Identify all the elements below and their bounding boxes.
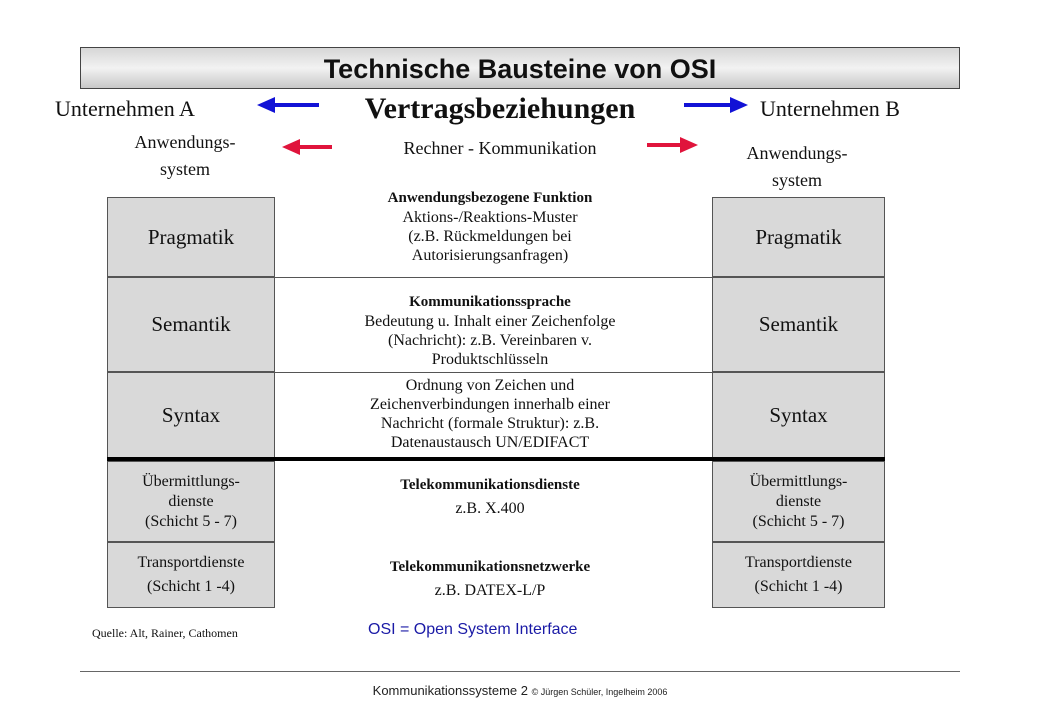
telecom-networks-description: Telekommunikationsnetzwerke z.B. DATEX-L/P xyxy=(389,559,591,599)
osi-definition: OSI = Open System Interface xyxy=(368,621,578,638)
red-left-arrow-icon xyxy=(280,138,335,156)
contract-label: Vertragsbeziehungen xyxy=(364,92,636,125)
blue-right-arrow-icon xyxy=(680,96,750,114)
syntax-description: Ordnung von Zeichen und Zeichenverbindungen innerhalb einer Nachricht (formale Struktur): z.B. Datenaustausch UN/EDIFACT xyxy=(370,377,610,451)
left-layer-uebermittlung: Übermittlungs- dienste (Schicht 5 - 7) xyxy=(107,461,275,542)
red-right-arrow-icon xyxy=(645,136,700,154)
right-application-system: Anwendungs- system xyxy=(746,143,848,190)
separator-line xyxy=(107,277,885,278)
pragmatik-description: Anwendungsbezogene Funktion Aktions-/Reaktions-Muster (z.B. Rückmeldungen bei Autorisierungsanfragen) xyxy=(387,190,593,264)
right-party-label: Unternehmen B xyxy=(760,96,900,121)
left-layer-transport: Transportdienste (Schicht 1 -4) xyxy=(107,542,275,608)
left-application-system: Anwendungs- system xyxy=(134,132,236,179)
left-layer-syntax: Syntax xyxy=(107,372,275,459)
right-layer-pragmatik: Pragmatik xyxy=(712,197,885,277)
left-party-label: Unternehmen A xyxy=(55,96,195,121)
semantik-description: Kommunikationssprache Bedeutung u. Inhalt einer Zeichenfolge (Nachricht): z.B. Vereinbaren v. Produktschlüsseln xyxy=(364,294,616,368)
right-layer-syntax: Syntax xyxy=(712,372,885,459)
right-layer-semantik: Semantik xyxy=(712,277,885,372)
left-layer-pragmatik: Pragmatik xyxy=(107,197,275,277)
source-note: Quelle: Alt, Rainer, Cathomen xyxy=(92,626,238,640)
separator-line xyxy=(107,372,885,373)
protocol-boundary-line xyxy=(107,457,885,461)
blue-left-arrow-icon xyxy=(255,96,325,114)
telecom-services-description: Telekommunikationsdienste z.B. X.400 xyxy=(400,477,580,517)
computer-communication-label: Rechner - Kommunikation xyxy=(403,138,597,158)
right-layer-transport: Transportdienste (Schicht 1 -4) xyxy=(712,542,885,608)
footer-divider xyxy=(80,671,960,672)
slide-title: Technische Bausteine von OSI xyxy=(80,47,960,89)
left-layer-semantik: Semantik xyxy=(107,277,275,372)
right-layer-uebermittlung: Übermittlungs- dienste (Schicht 5 - 7) xyxy=(712,461,885,542)
footer: Kommunikationssysteme 2 © Jürgen Schüler, Ingelheim 2006 xyxy=(372,683,668,698)
